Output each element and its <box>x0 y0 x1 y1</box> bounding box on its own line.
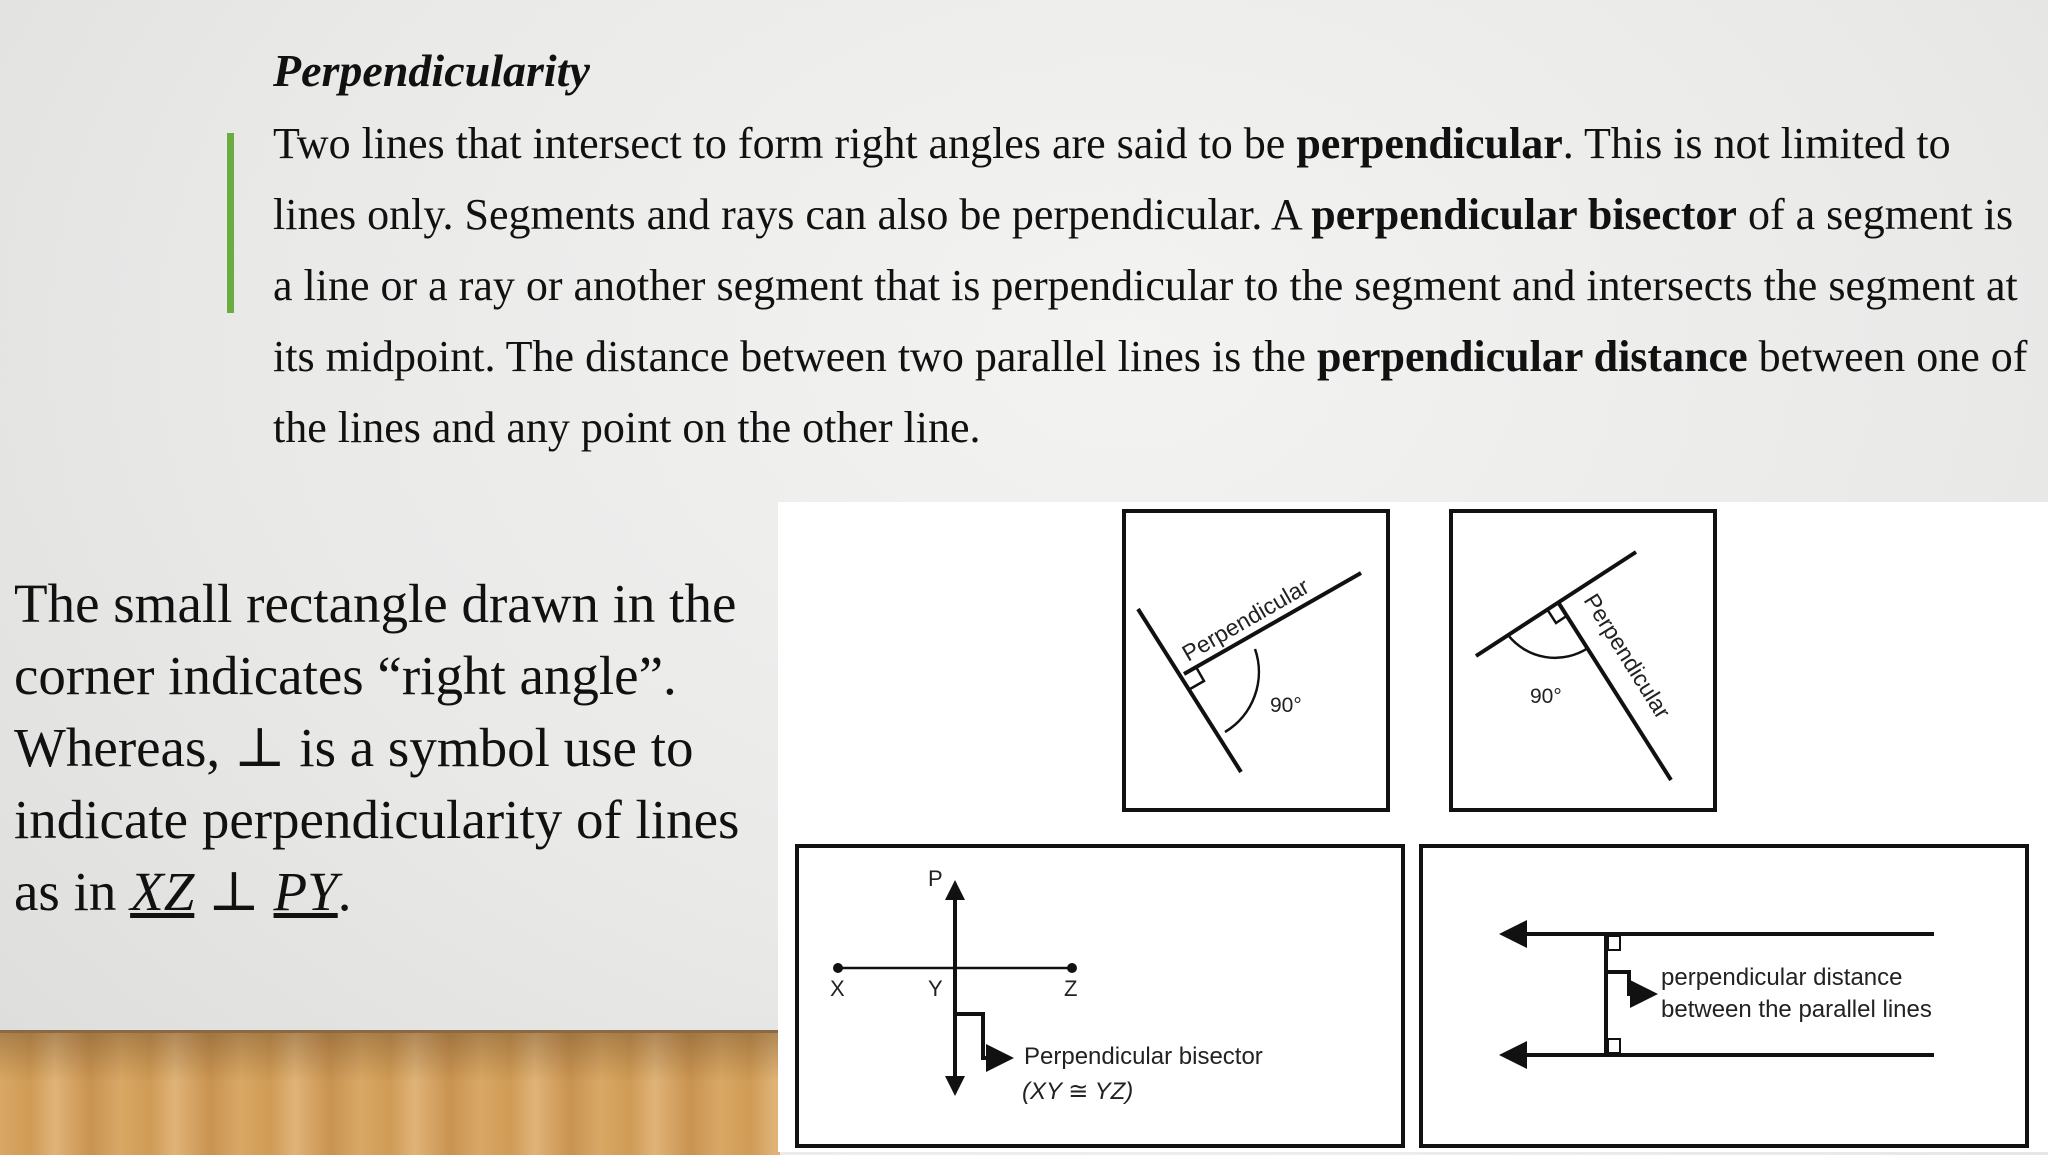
perpendicular-figures <box>778 502 2048 1152</box>
panel-1-angle-arc <box>1225 649 1259 732</box>
paragraph-text-4: between one of the lines and any point on the other line. <box>273 332 2028 452</box>
label-x: X <box>830 976 845 1001</box>
distance-label-line-2: between the parallel lines <box>1661 996 1932 1023</box>
panel-1-angle: 90° <box>1270 694 1302 717</box>
panel-2-label: Perpendicular <box>1578 588 1677 724</box>
distance-label-line-1: perpendicular distance <box>1661 964 1903 991</box>
bisector-pointer <box>955 1014 1000 1058</box>
panel-perpendicular-distance <box>1421 846 2027 1146</box>
bisector-formula: (XY ≅ YZ) <box>1022 1078 1134 1105</box>
panel-perpendicular-2 <box>1451 511 1715 810</box>
accent-bar <box>227 133 234 313</box>
right-angle-note <box>14 568 774 928</box>
term-perpendicular: perpendicular <box>1296 119 1563 168</box>
label-y: Y <box>928 976 943 1001</box>
top-right-angle-mark <box>1608 936 1620 950</box>
point-x <box>833 963 843 973</box>
label-p: P <box>928 866 943 891</box>
term-perpendicular-bisector: perpendicular bisector <box>1311 190 1737 239</box>
perp-symbol: ⊥ <box>194 861 274 922</box>
slide-heading: Perpendicularity <box>273 45 590 96</box>
panel-2-angle: 90° <box>1530 685 1562 708</box>
bisector-label: Perpendicular bisector <box>1024 1043 1263 1070</box>
panel-1-label: Perpendicular <box>1177 572 1314 667</box>
figure-svg <box>778 502 2048 1152</box>
paragraph-text-1: Two lines that intersect to form right angles are said to be <box>273 119 1297 168</box>
panel-2-frame <box>1451 511 1715 810</box>
note-end: . <box>337 861 352 922</box>
paragraph-text-2: . This is not limited to lines only. Segments and rays can also be perpendicular. A <box>273 119 1951 239</box>
label-z: Z <box>1064 976 1078 1001</box>
wood-floor-background <box>0 1030 780 1155</box>
segment-xz: XZ <box>130 861 195 922</box>
panel-perpendicular-bisector <box>797 846 1403 1146</box>
definition-paragraph <box>273 108 2043 463</box>
bottom-right-angle-mark <box>1608 1039 1620 1053</box>
panel-perpendicular-1 <box>1124 511 1388 810</box>
panel-1-frame <box>1124 511 1388 810</box>
point-z <box>1067 963 1077 973</box>
panel-2-angle-arc <box>1508 635 1588 658</box>
note-text: The small rectangle drawn in the corner indicates “right angle”. Whereas, ⊥ is a symbol use to indicate perpendicularity of lines as in <box>14 573 740 922</box>
distance-pointer <box>1608 972 1644 994</box>
term-perpendicular-distance: perpendicular distance <box>1316 332 1748 381</box>
segment-py: PY <box>273 861 338 922</box>
paragraph-text-3: of a segment is a line or a ray or another segment that is perpendicular to the segment and intersects the segment at its midpoint. The distance between two parallel lines is the <box>273 190 2018 381</box>
